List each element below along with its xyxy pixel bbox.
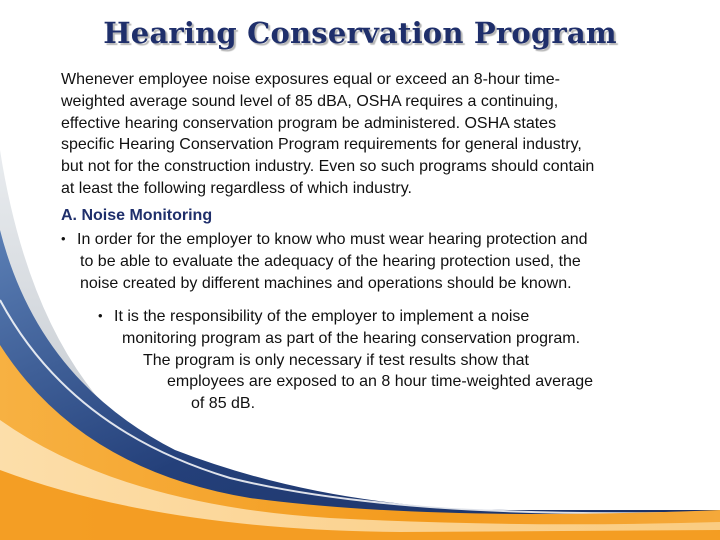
intro-line: effective hearing conservation program be administered. OSHA states [61, 114, 557, 132]
bullet-text: In order for the employer to know who must wear hearing protection and [77, 231, 588, 248]
bullet-line: noise created by different machines and operations should be known. [80, 274, 572, 292]
bullet-line: of 85 dB. [191, 395, 256, 413]
bullet-icon: • [98, 308, 103, 323]
intro-line: but not for the construction industry. Even so such programs should contain [61, 158, 595, 176]
bullet-line: employees are exposed to an 8 hour time-weighted average [167, 373, 594, 391]
intro-line: Whenever employee noise exposures equal or exceed an 8-hour time- [61, 71, 560, 88]
intro-line: weighted average sound level of 85 dBA, OSHA requires a continuing, [61, 92, 559, 110]
bullet-line [61, 228, 671, 251]
bullet-line: The program is only necessary if test results show that [143, 351, 529, 369]
bullet-level-2 [98, 305, 678, 415]
bullet-line [98, 305, 678, 328]
bullet-level-1 [61, 228, 671, 294]
bullet-line: monitoring program as part of the hearing conservation program. [122, 329, 581, 347]
bullet-text: It is the responsibility of the employer to implement a noise [114, 308, 530, 325]
slide-title: Hearing Conservation Program [103, 16, 617, 50]
section-heading: A. Noise Monitoring [61, 207, 213, 224]
intro-line: specific Hearing Conservation Program requirements for general industry, [61, 136, 582, 154]
intro-line: at least the following regardless of which industry. [61, 179, 412, 197]
intro-paragraph [61, 69, 681, 200]
bullet-icon: • [61, 231, 66, 246]
bullet-line: to be able to evaluate the adequacy of the hearing protection used, the [80, 252, 581, 270]
